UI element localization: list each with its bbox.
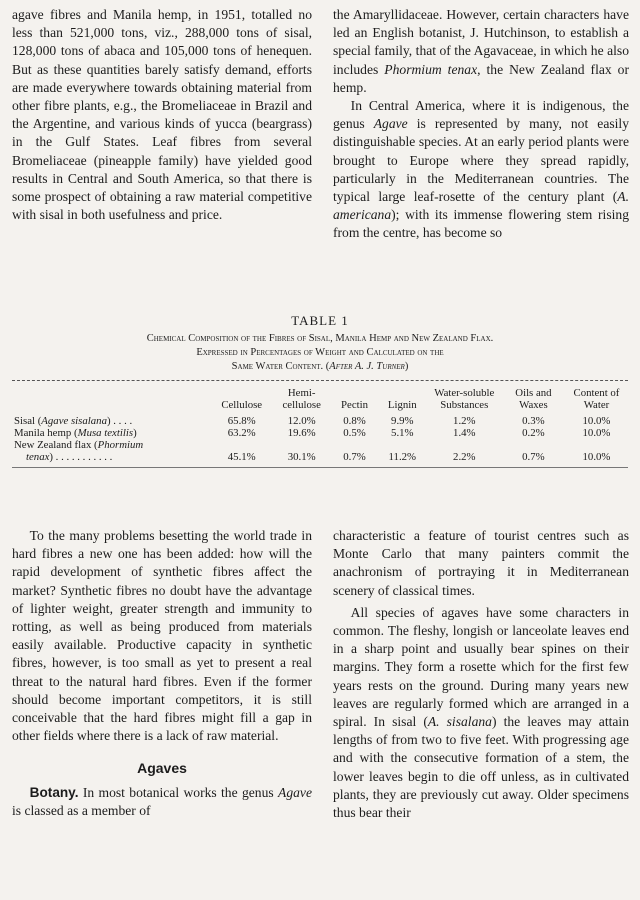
run-in-heading: Botany.	[29, 784, 79, 800]
header-cell: Hemi-cellulose	[282, 387, 321, 411]
paragraph: To the many problems besetting the world trade in hard fibres a new one has been added: how will the rapid development of synthetic fibres affect the market? Synthetic fibres no doubt have the advantage of lighter weight, greater strength and immunity to rotting, as well as being produced from materials easily available. Productive capacity in synthetic fibres, however, is too small as yet to present a real threat to the natural hard fibres. Even if the former should become important competitors, it is still conceivable that the hard fibres might fill a gap in other fields where there is a lack of raw material.	[12, 528, 312, 744]
table-cell: 0.3%	[522, 415, 545, 427]
table-cell: 9.9%	[391, 415, 414, 427]
section-heading: Agaves	[137, 760, 187, 777]
top-left-column	[12, 6, 312, 224]
caption-line: Expressed in Percentages of Weight and Calculated on the	[196, 347, 444, 358]
caption-line: Chemical Composition of the Fibres of Sisal, Manila Hemp and New Zealand Flax.	[146, 333, 494, 344]
composition-table-block	[12, 313, 628, 468]
row-label: New Zealand flax (Phormium	[14, 439, 144, 451]
composition-table	[12, 385, 628, 463]
table-cell: 0.5%	[343, 427, 366, 439]
table-cell: 65.8%	[227, 415, 256, 427]
text-run: is classed as a member of	[12, 802, 151, 818]
table-cell: 10.0%	[582, 451, 611, 463]
italic-run: A. sisalana	[427, 714, 492, 730]
text-run: ); with its immense flowering stem rising from the centre, has become so	[333, 207, 629, 241]
paragraph	[12, 784, 312, 820]
header-cell	[12, 385, 211, 415]
caption-source: After A. J. Turner	[329, 361, 405, 372]
text-run: ) the leaves may attain lengths of from two to five feet. With progressing age and with the consecutive formation of a stem, the lower leaves begin to die off unless, as in cultivated plants, they are previously cut away. Older specimens thus bear their	[333, 714, 629, 821]
bottom-left-column	[12, 527, 312, 820]
header-cell: Cellulose	[221, 399, 263, 411]
table-cell: 0.8%	[343, 415, 366, 427]
table-cell: 12.0%	[287, 415, 316, 427]
table-cell: 10.0%	[582, 427, 611, 439]
table-row	[12, 451, 628, 463]
table-bottom-rule	[12, 467, 628, 468]
table-cell: 2.2%	[453, 451, 476, 463]
table-cell: 0.7%	[343, 451, 366, 463]
table-cell: 1.4%	[453, 427, 476, 439]
text-run: the Amaryllidaceae. However, certain characters have led an English botanist, J. Hutchinson, to establish a special family, that of the Agavaceae, in which he also includes	[333, 7, 629, 77]
table-cell: 10.0%	[582, 415, 611, 427]
table-cell: 45.1%	[227, 451, 256, 463]
top-right-column	[333, 6, 629, 243]
bottom-right-column	[333, 527, 629, 822]
header-cell: Pectin	[341, 399, 369, 411]
header-cell: Content of Water	[573, 387, 620, 411]
header-cell: Lignin	[387, 399, 417, 411]
table-row	[12, 427, 628, 439]
caption-line: )	[404, 361, 409, 372]
paragraph: characteristic a feature of tourist centres such as Monte Carlo that many painters commit the anachronism of portraying it in Mediterranean scenery of classical times.	[333, 528, 629, 598]
text-run: All species of agaves have some characters in common. The fleshy, longish or lanceolate leaves end in a sharp point and usually bear spines on their margins. They form a rosette which for the first few years rests on the ground. During many years new leaves are regularly formed which are arranged in a spiral. In sisal (	[333, 604, 629, 730]
table-top-rule	[12, 380, 628, 381]
text-run: , the New Zealand flax or hemp.	[333, 61, 629, 95]
table-cell	[331, 439, 378, 451]
table-cell: 0.7%	[522, 451, 545, 463]
table-cell: 5.1%	[391, 427, 414, 439]
paragraph	[333, 6, 629, 97]
table-cell: 0.2%	[522, 427, 545, 439]
table-cell: 1.2%	[453, 415, 476, 427]
table-cell: 11.2%	[388, 451, 417, 463]
table-cell	[565, 439, 628, 451]
row-label: tenax) . . . . . . . . . . .	[26, 451, 113, 463]
row-label: Manila hemp (Musa textilis)	[14, 427, 137, 439]
italic-run: Agave	[373, 116, 408, 132]
table-cell	[502, 439, 565, 451]
table-cell	[427, 439, 502, 451]
table-header-row	[12, 385, 628, 415]
table-row	[12, 415, 628, 427]
caption-line: Same Water Content. (	[231, 361, 330, 372]
table-row	[12, 439, 628, 451]
header-cell: Oils and Waxes	[515, 387, 552, 411]
table-caption	[12, 332, 628, 374]
text-run: is represented by many, not easily distinguishable species. At an early period plants were brought to Europe where they spread rapidly, particularly in the Mediterranean countries. The typical large leaf-rosette of the century plant (	[333, 116, 629, 205]
italic-run: Agave	[278, 784, 312, 800]
paragraph	[333, 97, 629, 243]
table-title: TABLE 1	[291, 313, 349, 328]
table-cell	[272, 439, 331, 451]
table-cell: 19.6%	[287, 427, 316, 439]
table-cell	[211, 439, 272, 451]
italic-run: A. americana	[333, 189, 629, 223]
paragraph	[333, 604, 629, 822]
header-cell: Water-soluble Substances	[434, 387, 495, 411]
table-cell: 63.2%	[227, 427, 256, 439]
paragraph: agave fibres and Manila hemp, in 1951, totalled no less than 521,000 tons, viz., 288,000 tons of sisal, 128,000 tons of abaca and 105,000 tons of henequen. But as these quantities barely satisfy demand, efforts are made everywhere towards obtaining material from other fibre plants, e.g., the Bromeliaceae in Brazil and the Argentine, and various kinds of yucca (beargrass) in the Gulf States. Leaf fibres from several Bromeliaceae (pineapple family) have yielded good results in Central and South America, so that there is some prospect of obtaining a raw material competitive with sisal in both usefulness and price.	[12, 7, 312, 223]
italic-run: Phormium tenax	[384, 61, 478, 77]
table-cell: 30.1%	[287, 451, 316, 463]
table-cell	[378, 439, 427, 451]
row-label: Sisal (Agave sisalana) . . . .	[14, 415, 133, 427]
text-run: In most botanical works the genus	[78, 784, 279, 800]
text-run: In Central America, where it is indigenous, the genus	[333, 98, 629, 132]
